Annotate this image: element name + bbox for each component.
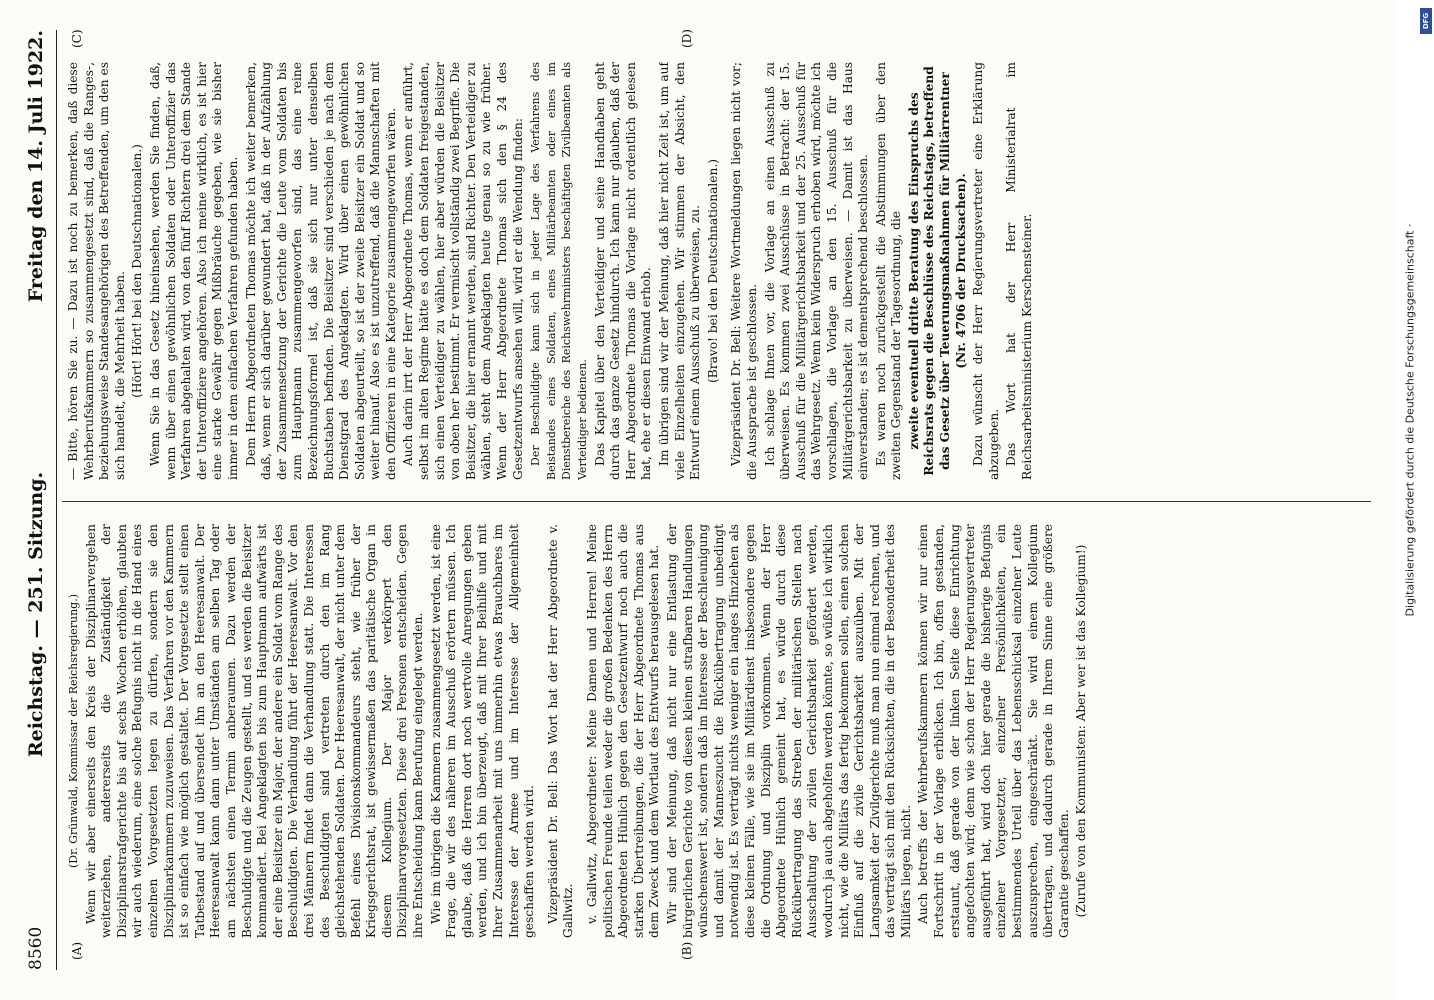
paragraph: Wir sind der Meinung, daß nicht nur eine Entlastung der bürgerlichen Gerichte von diesen kleinen strafbaren Handlungen wünschenswert ist, sondern daß im Interesse der Beschleunigung und damit der Manneszucht die Rückübertragung unbedingt notwendig ist. Es verträgt nichts weniger ein langes Hinziehen als diese kleinen Fälle, wie sie im Militärdienst insbesondere gegen die Ordnung und Disziplin vorkommen. Wenn der Herr Abgeordnete Hünlich gemeint hat, es würde durch diese Rückübertragung das Streben der militärischen Stellen nach Ausschaltung der zivilen Gerichtsbarkeit gefördert werden, wodurch ja auch abgeholfen werden könnte, so wüßte ich wirklich nicht, wie die Militärs das fertig bekommen sollen, einen solchen Einfluß auf die zivile Gerichtsbarkeit auszuüben. Mit der Langsamkeit der Zivilgerichte muß man nun einmal rechnen, und das verträgt sich mit den Rücksichten, die in der Besonderheit des Militärs liegen, nicht. bbox=[664, 524, 913, 938]
right-column bbox=[66, 62, 1375, 480]
interjection: (Bravo! bei den Deutschnationalen.) bbox=[705, 159, 720, 383]
paragraph: — Bitte, hören Sie zu. — Dazu ist noch zu bemerken, daß diese Wehrberufskammern so zusammengesetzt sind, daß die Ranges-, beziehungsweise Standesangehörigen des Betreffenden, um den es sich handelt, die Mehrheit haben. bbox=[66, 62, 127, 480]
paragraph: Das Kapitel über den Verteidiger und seine Handhaben geht durch das ganze Gesetz hindurch. Ich kann nur glauben, daß der Herr Abgeordnete Thomas die Vorlage nicht ordentlich gelesen hat, ehe er diesen Einwand erhob. bbox=[592, 62, 654, 480]
digitization-credit: Digitalisierung gefördert durch die Deutsche Forschungsgemeinschaft · bbox=[1403, 223, 1417, 617]
paragraph: Ich schlage Ihnen vor, die Vorlage an einen Ausschuß zu überweisen. Es kommen zwei Ausschüsse in Betracht: der 15. Ausschuß für die Militärgerichtsbarkeit und der 25. Ausschuß für das Wehrgesetz. Wenn kein Widerspruch erhoben wird, möchte ich vorschlagen, die Vorlage an den 15. Ausschuß für die Militärgerichtsbarkeit zu überweisen. — Damit ist das Haus einverstanden; es ist dementsprechend beschlossen. bbox=[762, 62, 871, 480]
paragraph: Vizepräsident Dr. Bell: Weitere Wortmeldungen liegen nicht vor; die Aussprache ist geschlossen. bbox=[729, 62, 759, 480]
header-rule bbox=[56, 30, 57, 970]
paragraph: Vizepräsident Dr. Bell: Das Wort hat der Herr Abgeordnete v. Gallwitz. bbox=[545, 524, 576, 938]
paragraph: Dazu wünscht der Herr Regierungsvertreter eine Erklärung abzugeben. bbox=[971, 62, 1001, 480]
quotation: Der Beschuldigte kann sich in jeder Lage des Verfahrens des Beistandes eines Soldaten, eines Militärbeamten oder eines im Dienstbereiche des Reichswehrministers beschäftigten Zivilbeamten als Verteidiger bedienen. bbox=[529, 62, 589, 480]
paragraph: v. Gallwitz, Abgeordneter: Meine Damen und Herren! Meine politischen Freunde teilen weder die großen Bedenken des Herrn Abgeordneten Hünlich gegen den Gesetzentwurf noch auch die starken Übertreibungen, die der Herr Abgeordnete Thomas aus dem Zweck und dem Wortlaut des Entwurfs herausgelesen hat. bbox=[585, 524, 662, 938]
margin-marker-a: (A) bbox=[70, 941, 84, 960]
left-column bbox=[66, 524, 1375, 938]
page-header bbox=[18, 30, 54, 970]
speaker-note: (Dr. Grünwald, Kommissar der Reichsregierung.) bbox=[67, 593, 80, 869]
paragraph: Auch darin irrt der Herr Abgeordnete Thomas, wenn er anführt, selbst im alten Regime hätte es doch dem Soldaten freigestanden, sich einen Verteidiger zu wählen, hier aber würden die Beisitzer von oben her bestimmt. Er vermischt vollständig zwei Begriffe. Die Beisitzer, die hier ernannt werden, sind Richter. Den Verteidiger zu wählen, steht dem Angeklagten heute genau so zu wie früher. Wenn der Herr Abgeordnete Thomas sich den § 24 des Gesetzentwurfs ansehen will, wird er die Wendung finden: bbox=[401, 62, 525, 480]
paragraph: Wenn wir aber einerseits den Kreis der Disziplinarvergehen weiterziehen, andererseits die Zuständigkeit der Disziplinarstrafgerichte bis auf sechs Wochen erhöhen, glaubten wir auch wiederum, eine solche Befugnis nicht in die Hand eines einzelnen Vorgesetzten legen zu dürfen, sondern sie den Disziplinarkammern zuzuweisen. Das Verfahren vor den Kammern ist so einfach wie möglich gestaltet. Der Vorgesetzte stellt einen Tatbestand auf und übersendet ihn an den Heeresanwalt. Der Heeresanwalt kann dann unter Umständen am selben Tag oder am nächsten einen Termin anberaumen. Dazu werden der Beschuldigte und die Zeugen gestellt, und es werden die Beisitzer kommandiert. Bei Angeklagten bis zum Hauptmann aufwärts ist der eine Beisitzer ein Major, der andere ein Soldat vom Range des Beschuldigten. Die Verhandlung führt der Heeresanwalt. Vor den drei Männern findet dann die Verhandlung statt. Die Interessen des Beschuldigten sind vertreten durch den im Rang gleichstehenden Soldaten. Der Heeresanwalt, der nicht unter dem Befehl eines Divisionskommandeurs steht, wie früher der Kriegsgerichtsrat, ist gewissermaßen das paritätische Organ in diesem Kollegium. Der Major verkörpert den Disziplinarvorgesetzten. Diese drei Personen entscheiden. Gegen ihre Entscheidung kann Berufung eingelegt werden. bbox=[83, 524, 426, 938]
interjection: (Zurufe von den Kommunisten: Aber wer ist das Kollegium!) bbox=[1074, 544, 1089, 918]
margin-marker-c: (C) bbox=[70, 29, 84, 48]
margin-marker-d: (D) bbox=[680, 29, 694, 48]
interjection: (Hört! Hört! bei den Deutschnationalen.) bbox=[130, 144, 145, 398]
paragraph: Es waren noch zurückgestellt die Abstimmungen über den zweiten Gegenstand der Tagesordnung, die bbox=[873, 62, 904, 480]
header-right-title: Freitag den 14. Juli 1922. bbox=[25, 30, 47, 303]
header-left-title: Reichstag. — 251. Sitzung. bbox=[25, 471, 47, 758]
paragraph: Auch betreffs der Wehrberufskammern können wir nur einen Fortschritt in der Vorlage erblicken. Ich bin, offen gestanden, erstaunt, daß gerade von der linken Seite diese Einrichtung angefochten wird; denn wie schon der Herr Regierungsvertreter ausgeführt hat, wird doch hier gerade die bisherige Befugnis einzelner Vorgesetzter, einzelner Persönlichkeiten, ein bestimmendes Urteil über das Lebensschicksal einzelner Leute auszusprechen, eingeschränkt. Sie wird einem Kollegium übertragen, und dadurch gerade in Ihrem Sinne eine größere Garantie geschaffen. bbox=[916, 524, 1071, 938]
paragraph: Im übrigen sind wir der Meinung, daß hier nicht Zeit ist, um auf viele Einzelheiten einzugehen. Wir stimmen der Absicht, den Entwurf einem Ausschuß zu überweisen, zu. bbox=[656, 62, 703, 480]
paragraph: Das Wort hat der Herr Ministerialrat im Reichsarbeitsministerium Kerschensteiner. bbox=[1004, 62, 1035, 480]
paragraph: Dem Herrn Abgeordneten Thomas möchte ich weiter bemerken, daß, wenn er sich darüber gewundert hat, daß in der Aufzählung der Zusammensetzung der Gerichte die Leute vom Soldaten bis zum Hauptmann zusammengeworfen sind, das eine reine Bezeichnungsformel ist, daß sie sich nur unter denselben Buchstaben befinden. Die Beisitzer sind verschieden je nach dem Dienstgrad des Angeklagten. Wird über einen gewöhnlichen Soldaten abgeurteilt, so ist der zweite Beisitzer ein Soldat und so weiter hinauf. Also es ist unzutreffend, daß die Mannschaften mit den Offizieren in eine Kategorie zusammengeworfen wären. bbox=[243, 62, 398, 480]
margin-marker-b: (B) bbox=[680, 941, 694, 960]
paragraph: Wenn Sie in das Gesetz hineinsehen, werden Sie finden, daß, wenn über einen gewöhnlichen Soldaten oder Unteroffizier das Verfahren abgehalten wird, von den fünf Richtern drei dem Stande der Unteroffiziere angehören. Also ich meine wirklich, es ist hier eine starke Gewähr gegen Mißbräuche gegeben, wie sie bisher immer in dem einfachen Verfahren gefunden haben. bbox=[147, 62, 240, 480]
digitization-sidebar bbox=[1386, 0, 1434, 1000]
agenda-item: zweite eventuell dritte Beratung des Einspruchs des Reichsrats gegen die Beschlüsse des Reichstags, betreffend das Gesetz über Teuerungsmaßnahmen für Militärrentner (Nr. 4706 der Drucksachen). bbox=[906, 66, 968, 476]
column-divider bbox=[62, 501, 1371, 502]
paragraph: Wie im übrigen die Kammern zusammengesetzt werden, ist eine Frage, die wir des näheren im Ausschuß erörtern müssen. Ich glaube, daß die Herren dort noch wertvolle Anregungen geben werden, und ich bin überzeugt, daß mit Ihrer Beihilfe und mit Ihrer Zusammenarbeit mit uns immerhin etwas Brauchbares im Interesse der Armee und im Interesse der Allgemeinheit geschaffen werden wird. bbox=[428, 524, 537, 938]
page-number: 8560 bbox=[26, 926, 46, 970]
dfg-logo: DFG bbox=[1420, 8, 1432, 34]
